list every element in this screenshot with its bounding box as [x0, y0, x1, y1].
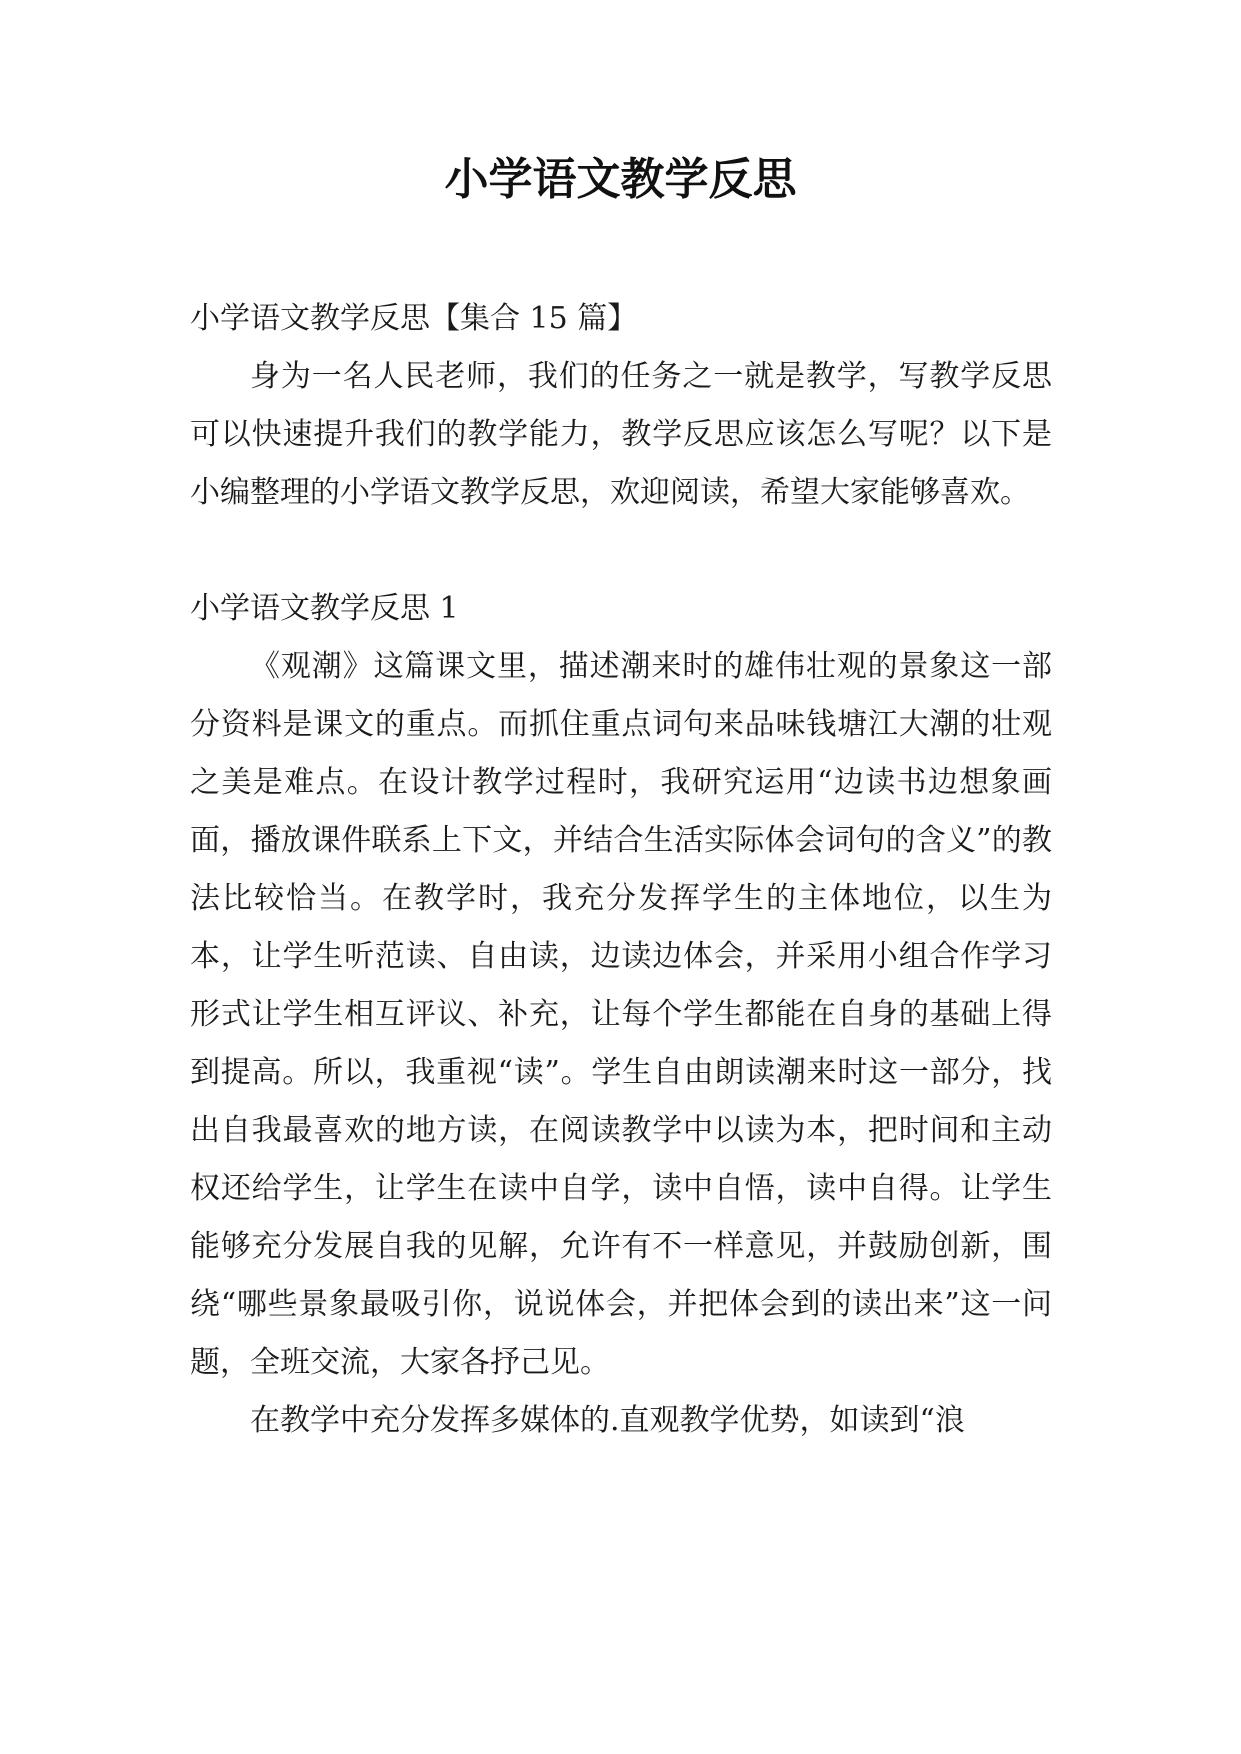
- body-paragraph: 在教学中充分发挥多媒体的.直观教学优势，如读到“浪: [250, 1403, 965, 1438]
- body-paragraph: 《观潮》这篇课文里，描述潮来时的雄伟壮观的景象这一部分资料是课文的重点。而抓住重点词句来品味钱塘江大潮的壮观之美是难点。在设计教学过程时，我研究运用“边读书边想象画面，播放课件联系上下文，并结合生活实际体会词句的含义”的教法比较恰当。在教学时，我充分发挥学生的主体地位，以生为本，让学生听范读、自由读，边读边体会，并采用小组合作学习形式让学生相互评议、补充，让每个学生都能在自身的基础上得到提高。所以，我重视“读”。学生自由朗读潮来时这一部分，找出自我最喜欢的地方读，在阅读教学中以读为本，把时间和主动权还给学生，让学生在读中自学，读中自悟，读中自得。让学生能够充分发展自我的见解，允许有不一样意见，并鼓励创新，围绕“哪些景象最吸引你，说说体会，并把体会到的读出来”这一问题，全班交流，大家各抒己见。: [190, 649, 1052, 1380]
- document-title: 小学语文教学反思: [444, 154, 797, 205]
- document-body: [190, 290, 1052, 1450]
- intro-paragraph: 身为一名人民老师，我们的任务之一就是教学，写教学反思可以快速提升我们的教学能力，教学反思应该怎么写呢？以下是小编整理的小学语文教学反思，欢迎阅读，希望大家能够喜欢。: [190, 359, 1052, 510]
- document-subtitle: 小学语文教学反思【集合 15 篇】: [190, 301, 638, 336]
- section-heading: 小学语文教学反思 1: [190, 591, 459, 626]
